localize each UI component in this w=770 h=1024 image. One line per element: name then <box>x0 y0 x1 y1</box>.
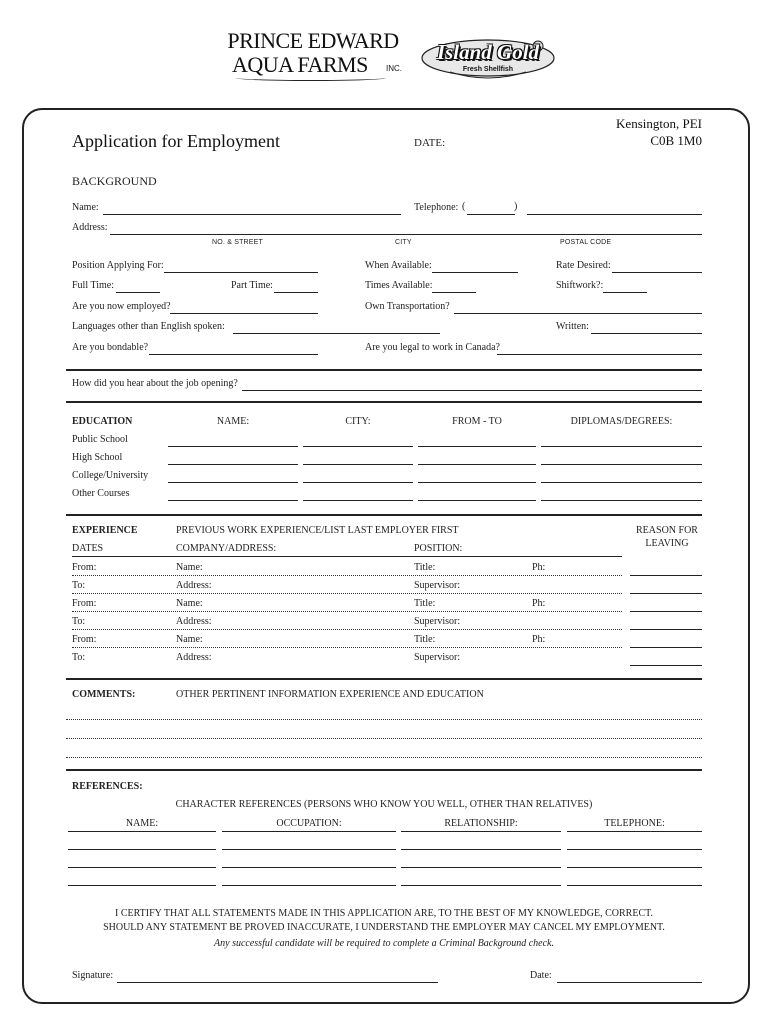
references-col-name: NAME: <box>125 818 159 829</box>
experience-to-label: To: <box>72 580 86 591</box>
education-field[interactable] <box>168 500 298 501</box>
reference-field[interactable] <box>68 849 216 850</box>
reference-field[interactable] <box>401 867 561 868</box>
when-available-label: When Available: <box>365 260 432 271</box>
education-row-label: Public School <box>72 434 128 445</box>
company-address-label: COMPANY/ADDRESS: <box>176 543 277 554</box>
name-label: Name: <box>72 202 99 213</box>
experience-row-rule[interactable] <box>72 647 622 648</box>
rate-field[interactable] <box>612 272 702 273</box>
languages-field[interactable] <box>233 333 440 334</box>
shiftwork-field[interactable] <box>603 292 647 293</box>
references-note: CHARACTER REFERENCES (PERSONS WHO KNOW YOU WELL, OTHER THAN RELATIVES) <box>175 799 593 810</box>
comments-note: OTHER PERTINENT INFORMATION EXPERIENCE AND EDUCATION <box>176 689 484 700</box>
bondable-label: Are you bondable? <box>72 342 149 353</box>
postal-caption: POSTAL CODE <box>560 239 612 246</box>
experience-supervisor-label: Supervisor: <box>414 652 461 663</box>
reference-field[interactable] <box>222 867 396 868</box>
reason-field[interactable] <box>630 593 702 594</box>
times-available-label: Times Available: <box>365 280 433 291</box>
education-heading: EDUCATION <box>72 416 133 427</box>
experience-row-rule[interactable] <box>72 593 622 594</box>
experience-ph-label: Ph: <box>532 598 546 609</box>
reference-field[interactable] <box>222 849 396 850</box>
references-col-relationship: RELATIONSHIP: <box>444 818 518 829</box>
previous-work-label: PREVIOUS WORK EXPERIENCE/LIST LAST EMPLOYER FIRST <box>176 525 459 536</box>
experience-address-label: Address: <box>176 580 212 591</box>
brand-tagline: Fresh Shellfish <box>462 66 514 73</box>
when-available-field[interactable] <box>432 272 518 273</box>
experience-row-rule[interactable] <box>72 629 622 630</box>
education-row-label: College/University <box>72 470 149 481</box>
education-field[interactable] <box>418 482 536 483</box>
divider <box>66 514 702 516</box>
reference-field[interactable] <box>222 885 396 886</box>
island-gold-logo <box>420 36 556 84</box>
education-field[interactable] <box>418 500 536 501</box>
position-label: Position Applying For: <box>72 260 164 271</box>
reference-field[interactable] <box>401 885 561 886</box>
reference-field[interactable] <box>567 849 702 850</box>
experience-address-label: Address: <box>176 616 212 627</box>
written-field[interactable] <box>591 333 702 334</box>
experience-title-label: Title: <box>414 598 436 609</box>
legal-field[interactable] <box>497 354 702 355</box>
employed-label: Are you now employed? <box>72 301 171 312</box>
background-check-note: Any successful candidate will be required to complete a Criminal Background check. <box>214 938 554 949</box>
bondable-field[interactable] <box>149 354 318 355</box>
education-field[interactable] <box>541 500 702 501</box>
employed-field[interactable] <box>170 313 318 314</box>
brand-name: Island Gold <box>436 40 540 64</box>
reference-field[interactable] <box>401 849 561 850</box>
experience-row-rule[interactable] <box>72 575 622 576</box>
experience-to-label: To: <box>72 652 86 663</box>
comments-heading: COMMENTS: <box>72 689 136 700</box>
references-heading: REFERENCES: <box>72 781 143 792</box>
divider <box>66 401 702 403</box>
reference-field[interactable] <box>68 867 216 868</box>
address-label: Address: <box>72 222 108 233</box>
heard-label: How did you hear about the job opening? <box>72 378 238 389</box>
comments-line-2[interactable] <box>66 738 702 739</box>
transport-field[interactable] <box>454 313 702 314</box>
transport-label: Own Transportation? <box>365 301 450 312</box>
dates-label: DATES <box>72 543 104 554</box>
sign-date-field[interactable] <box>557 982 702 983</box>
address-line1: Kensington, PEI <box>616 116 702 131</box>
education-field[interactable] <box>168 482 298 483</box>
date-field[interactable] <box>448 150 598 151</box>
telephone-close-paren: ) <box>514 201 518 212</box>
divider <box>66 678 702 680</box>
experience-title-label: Title: <box>414 634 436 645</box>
experience-from-label: From: <box>72 598 97 609</box>
reference-field[interactable] <box>567 885 702 886</box>
written-label: Written: <box>556 321 589 332</box>
legal-label: Are you legal to work in Canada? <box>365 342 500 353</box>
sign-date-label: Date: <box>530 970 552 981</box>
reference-field[interactable] <box>567 867 702 868</box>
education-field[interactable] <box>168 464 298 465</box>
reason-label-2: LEAVING <box>645 538 689 549</box>
divider <box>66 769 702 771</box>
background-heading: BACKGROUND <box>72 174 157 188</box>
street-caption: NO. & STREET <box>212 239 264 246</box>
position-header-label: POSITION: <box>414 543 463 554</box>
education-field[interactable] <box>541 446 702 447</box>
references-col-telephone: TELEPHONE: <box>604 818 665 829</box>
education-row-label: Other Courses <box>72 488 130 499</box>
experience-header-rule <box>72 556 622 557</box>
reference-field[interactable] <box>68 831 216 832</box>
comments-line-1[interactable] <box>66 719 702 720</box>
certification-line-1: I CERTIFY THAT ALL STATEMENTS MADE IN THIS APPLICATION ARE, TO THE BEST OF MY KNOWLEDGE, CORRECT. <box>115 908 653 919</box>
experience-ph-label: Ph: <box>532 562 546 573</box>
prince-edward-logo <box>218 28 408 80</box>
education-col-name: NAME: <box>216 416 250 427</box>
heard-field[interactable] <box>242 390 702 391</box>
languages-label: Languages other than English spoken: <box>72 321 225 332</box>
part-time-field[interactable] <box>274 292 318 293</box>
telephone-label: Telephone: <box>414 202 459 213</box>
experience-row-rule[interactable] <box>72 611 622 612</box>
reference-field[interactable] <box>401 831 561 832</box>
logo-line1: PRINCE EDWARD <box>227 28 399 53</box>
reference-field[interactable] <box>222 831 396 832</box>
signature-field[interactable] <box>117 982 438 983</box>
education-field[interactable] <box>418 446 536 447</box>
reason-label-1: REASON FOR <box>636 525 698 536</box>
telephone-field[interactable] <box>527 214 702 215</box>
education-field[interactable] <box>541 482 702 483</box>
telephone-open-paren: ( <box>462 201 466 212</box>
experience-to-label: To: <box>72 616 86 627</box>
experience-name-label: Name: <box>176 598 203 609</box>
city-caption: CITY <box>395 239 412 246</box>
name-field[interactable] <box>103 214 401 215</box>
reference-field[interactable] <box>567 831 702 832</box>
education-field[interactable] <box>541 464 702 465</box>
experience-address-label: Address: <box>176 652 212 663</box>
reason-field[interactable] <box>630 647 702 648</box>
rate-label: Rate Desired: <box>556 260 611 271</box>
experience-title-label: Title: <box>414 562 436 573</box>
education-col-diplomas: DIPLOMAS/DEGREES: <box>570 416 673 427</box>
experience-name-label: Name: <box>176 634 203 645</box>
full-time-label: Full Time: <box>72 280 114 291</box>
education-field[interactable] <box>303 446 413 447</box>
experience-supervisor-label: Supervisor: <box>414 580 461 591</box>
education-field[interactable] <box>303 500 413 501</box>
reason-field[interactable] <box>630 665 702 666</box>
education-field[interactable] <box>418 464 536 465</box>
reason-field[interactable] <box>630 611 702 612</box>
reason-field[interactable] <box>630 575 702 576</box>
references-col-occupation: OCCUPATION: <box>276 818 342 829</box>
logo-swash <box>236 75 386 81</box>
date-label: DATE: <box>414 137 446 149</box>
position-field[interactable] <box>164 272 318 273</box>
address-field[interactable] <box>110 234 702 235</box>
experience-supervisor-label: Supervisor: <box>414 616 461 627</box>
education-field[interactable] <box>303 482 413 483</box>
comments-line-3[interactable] <box>66 757 702 758</box>
experience-from-label: From: <box>72 634 97 645</box>
form-title: Application for Employment <box>72 131 280 151</box>
times-available-field[interactable] <box>432 292 476 293</box>
education-col-city: CITY: <box>345 416 371 427</box>
part-time-label: Part Time: <box>231 280 273 291</box>
reason-field[interactable] <box>630 629 702 630</box>
signature-label: Signature: <box>72 970 114 981</box>
experience-from-label: From: <box>72 562 97 573</box>
area-code-field[interactable] <box>467 214 515 215</box>
divider <box>66 369 702 371</box>
logo-line2: AQUA FARMS <box>232 52 368 77</box>
education-field[interactable] <box>168 446 298 447</box>
experience-heading: EXPERIENCE <box>72 525 138 536</box>
reference-field[interactable] <box>68 885 216 886</box>
certification-line-2: SHOULD ANY STATEMENT BE PROVED INACCURATE, I UNDERSTAND THE EMPLOYER MAY CANCEL MY EMPLOYMENT. <box>103 922 665 933</box>
experience-ph-label: Ph: <box>532 634 546 645</box>
education-col-from-to: FROM - TO <box>452 416 502 427</box>
full-time-field[interactable] <box>116 292 160 293</box>
education-row-label: High School <box>72 452 123 463</box>
address-line2: C0B 1M0 <box>650 133 702 148</box>
logo-suffix: INC. <box>386 64 402 73</box>
shiftwork-label: Shiftwork?: <box>556 280 604 291</box>
education-field[interactable] <box>303 464 413 465</box>
experience-name-label: Name: <box>176 562 203 573</box>
